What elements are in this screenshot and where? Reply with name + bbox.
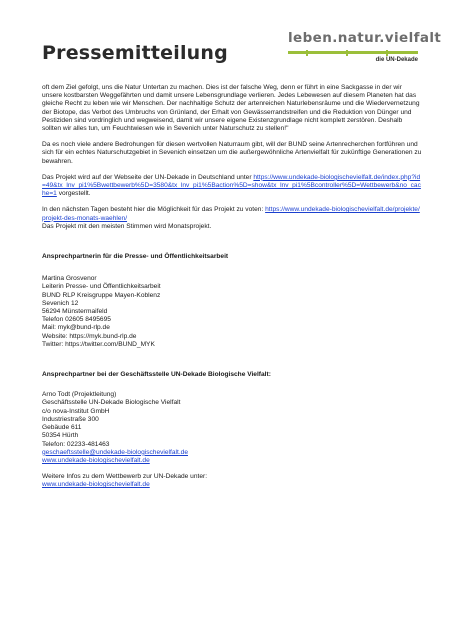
logo-tick-2 [346, 50, 348, 56]
project-web-link[interactable]: https://www.undekade-biologischevielfalt.de/index.php?id=49&tx_lnv_pi1%5Bwettbewerb%5D=3580&tx_lnv_pi1%5Baction%5D=show&tx_lnv_pi1%5Bcontroller%5D=Wettbewerb&no_cache=1 [42, 173, 421, 198]
contact1-line: Website: https://myk.bund-rlp.de [42, 332, 137, 340]
contact2-email-link[interactable]: geschaeftsstelle@undekade-biologischevielfalt.de [42, 448, 188, 456]
vote-suffix: Das Projekt mit den meisten Stimmen wird Monatsprojekt. [42, 222, 212, 230]
contact1-line: Telefon 02605 8495695 [42, 316, 111, 324]
vote-text: In den nächsten Tagen besteht hier die Möglichkeit für das Projekt zu voten: [42, 206, 266, 214]
logo-subtitle: die UN-Dekade [375, 57, 418, 63]
paragraph-intro: oft dem Ziel gefolgt, uns die Natur Untertan zu machen. Dies ist der falsche Weg, denn er führt in eine Sackgasse in der wir unsere kostbarsten Weggefährten und damit unsere Lebensgrundlage verlieren. Jedes Lebewesen auf diesem Planeten hat das gleiche Recht zu leben wie wir Menschen. Der nachhaltige Schutz der artenreichen Naturlebensräume und die Wiedervernetzung der Biotope, das Verbot des Umbruchs von Grünland, der Erhalt von Gewässerrandstreifen und die Reduktion von Dünger und Pestiziden sind vordringlich und wegweisend, damit wir unsere eigene Existenzgrundlage nicht komplett zerstören. Deshalb sollten wir alles tun, um Feuchtwiesen wie in Sevenich unter Naturschutz zu stellen!" [42, 84, 420, 133]
paragraph-project-web [42, 174, 422, 199]
paragraph-threats: Da es noch viele andere Bedrohungen für diesen wertvollen Naturraum gibt, will der BUND seine Artenrecherchen fortführen und sich für ein echtes Naturschutzgebiet in Sevenich einsetzen um die außergewöhnliche Artenvielfalt für zukünftige Generationen zu bewahren. [42, 141, 422, 165]
contact1-line: Martina Grosvenor [42, 275, 97, 283]
logo-tick-3 [386, 50, 388, 56]
paragraph-vote [42, 206, 422, 231]
contact2-line: 50354 Hürth [42, 432, 79, 440]
contact2-line: c/o nova-Institut GmbH [42, 407, 110, 415]
contact1-line: Twitter: https://twitter.com/BUND_MYK [42, 340, 155, 348]
contact2-line: Gebäude 611 [42, 424, 82, 432]
footer-link[interactable]: www.undekade-biologischevielfalt.de [42, 481, 150, 489]
contact2-line: Industriestraße 300 [42, 415, 99, 423]
un-dekade-logo [288, 30, 442, 72]
contact2-block [42, 391, 422, 465]
page-title: Pressemitteilung [42, 42, 228, 64]
logo-tick-1 [306, 50, 308, 56]
press-release-body [42, 84, 422, 490]
contact1-heading: Ansprechpartnerin für die Presse- und Öffentlichkeitsarbeit [42, 253, 229, 261]
vote-link[interactable]: https://www.undekade-biologischevielfalt.de/projekte/projekt-des-monats-waehlen/ [42, 206, 420, 222]
contact1-line: 56294 Münstermaifeld [42, 308, 108, 316]
footer-info [42, 473, 422, 489]
contact2-line: Telefon: 02233-481463 [42, 440, 110, 448]
contact2-web-link[interactable]: www.undekade-biologischevielfalt.de [42, 456, 150, 464]
project-web-text: Das Projekt wird auf der Webseite der UN-Dekade in Deutschland unter [42, 173, 254, 181]
contact1-line: Leiterin Presse- und Öffentlichkeitsarbeit [42, 283, 161, 291]
contact1-line: BUND RLP Kreisgruppe Mayen-Koblenz [42, 291, 161, 299]
contact2-line: Geschäftsstelle UN-Dekade Biologische Vielfalt [42, 399, 181, 407]
contact1-block [42, 275, 422, 349]
page-header [0, 0, 455, 80]
contact1-line: Sevenich 12 [42, 299, 79, 307]
logo-text: leben.natur.vielfalt [288, 30, 442, 46]
contact1-line: Mail: myk@bund-rlp.de [42, 324, 110, 332]
contact2-line: Arno Todt (Projektleitung) [42, 391, 117, 399]
contact2-heading: Ansprechpartner bei der Geschäftsstelle UN-Dekade Biologische Vielfalt: [42, 371, 271, 379]
footer-text: Weitere Infos zu dem Wettbewerb zur UN-Dekade unter: [42, 473, 208, 481]
project-web-suffix: vorgestellt. [56, 190, 91, 198]
